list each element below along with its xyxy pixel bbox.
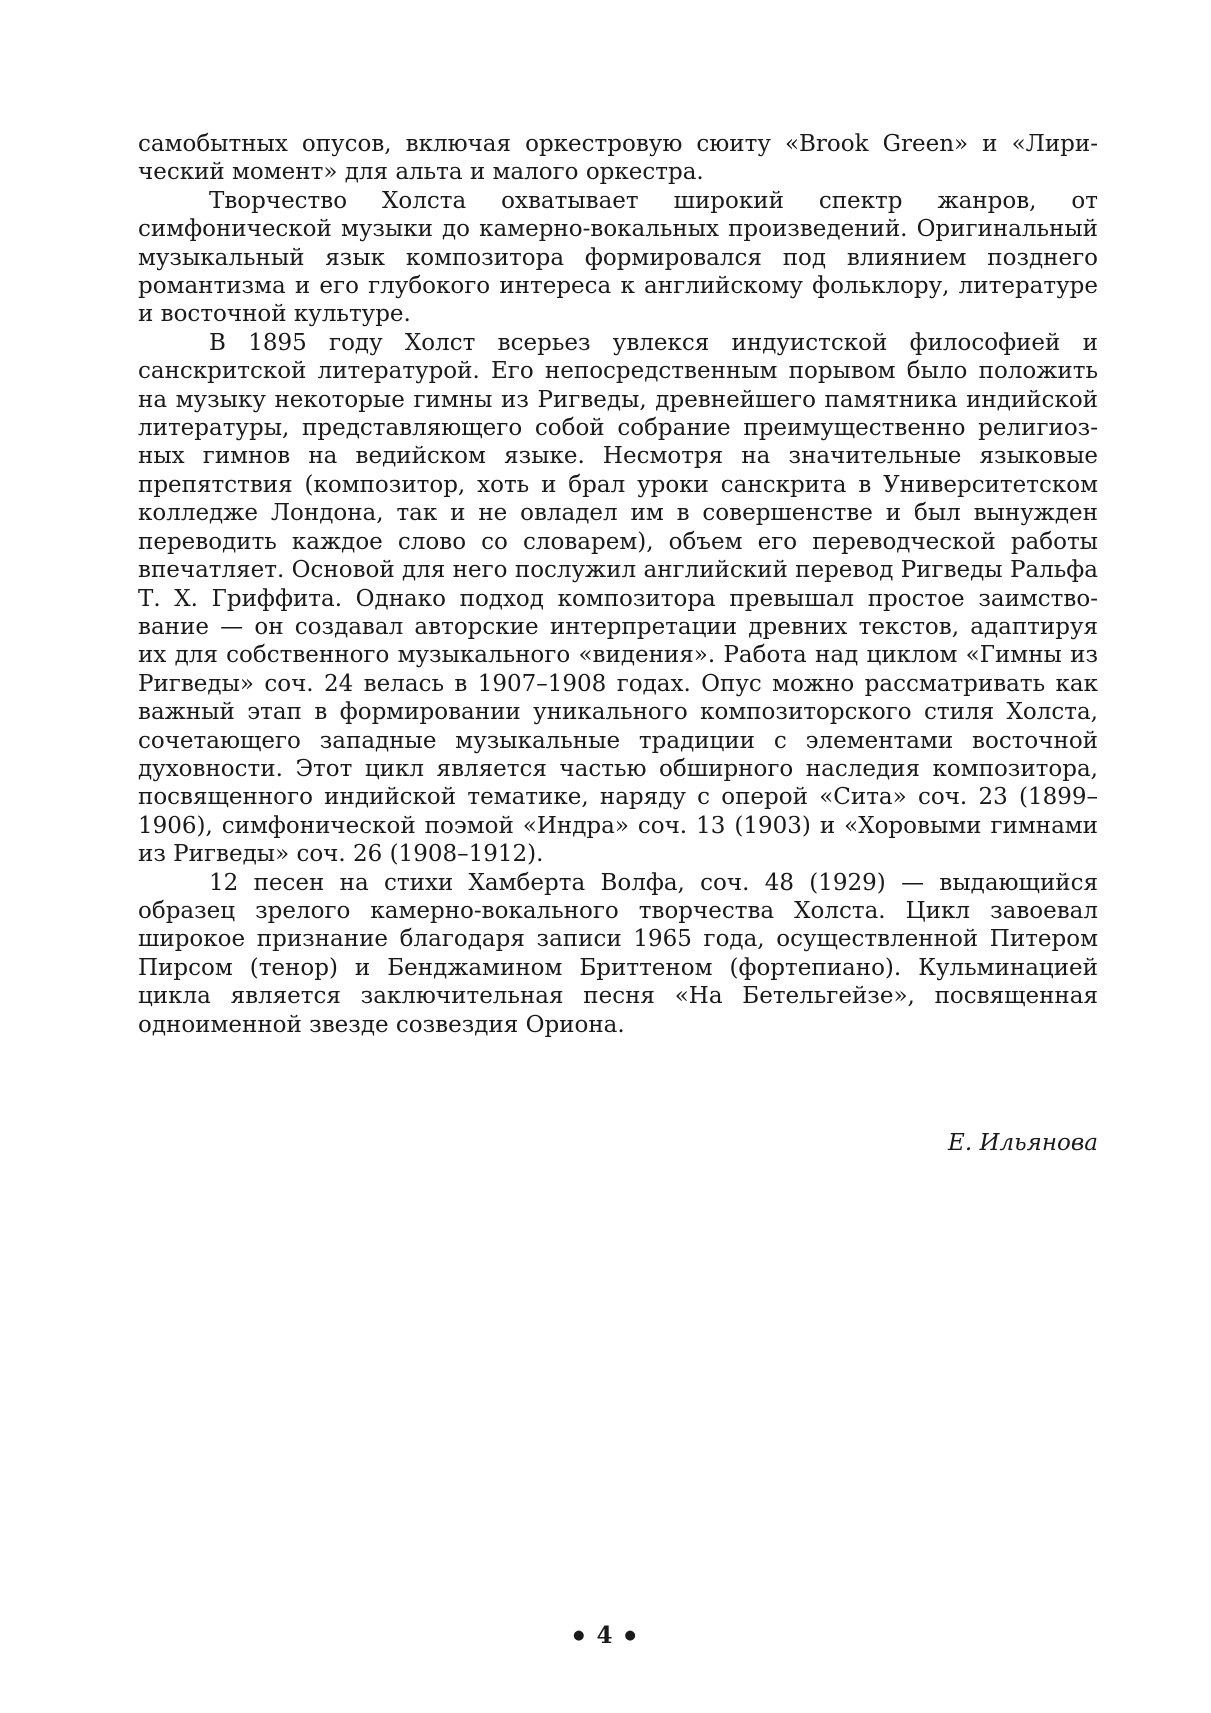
paragraph-rigveda: В 1895 году Холст всерьез увлекся индуистской философией и санскритской литературой. Его непосредственным порывом было положить на музыку некоторые гимны из Ригведы, древнейшего памятника индийской литературы, представляющего собой собрание преимущественно религиозных гимнов на ведийском языке. Несмотря на значительные языковые препятствия (композитор, хоть и брал уроки санскрита в Университетском колледже Лондона, так и не овладел им в совершенстве и был вынужден переводить каждое слово со словарем), объем его переводческой работы впечатляет. Основой для него послужил английский перевод Ригведы Ральфа Т. Х. Гриффита. Однако подход композитора превышал простое заимствование — он создавал авторские интерпретации древних текстов, адаптируя их для собственного музыкального «видения». Работа над циклом «Гимны из Ригведы» соч. 24 велась в 1907–1908 годах. Опус можно рассматривать как важный этап в формировании уникального композиторского стиля Холста, сочетающего западные музыкальные традиции с элементами восточной духовности. Этот цикл является частью обширного наследия композитора, посвященного индийской тематике, наряду с оперой «Сита» соч. 23 (1899–1906), симфонической поэмой «Индра» соч. 13 (1903) и «Хоровыми гимнами из Ригведы» соч. 26 (1908–1912). [138, 329, 1098, 868]
bullet-left-icon: ● [573, 1627, 587, 1643]
page-number-footer [0, 1622, 1211, 1649]
bullet-right-icon: ● [624, 1627, 638, 1643]
paragraph-genres: Творчество Холста охватывает широкий спектр жанров, от симфонической музыки до камерно-вокальных произведений. Оригинальный музыкальный язык композитора формировался под влиянием позднего романтизма и его глубокого интереса к английскому фольклору, литературе и восточной культуре. [138, 187, 1098, 328]
paragraph-continuation: самобытных опусов, включая оркестровую сюиту «Brook Green» и «Лирический момент» для альта и малого оркестра. [138, 131, 1098, 186]
paragraph-wolfe-songs: 12 песен на стихи Хамберта Волфа, соч. 48 (1929) — выдающийся образец зрелого камерно-вокального творчества Холста. Цикл завоевал широкое признание благодаря записи 1965 года, осуществленной Питером Пирсом (тенор) и Бенджамином Бриттеном (фортепиано). Кульминацией цикла является заключительная песня «На Бетельгейзе», посвященная одноименной звезде созвездия Ориона. [138, 869, 1098, 1038]
page-number: 4 [596, 1622, 615, 1649]
body-text [138, 130, 1098, 1039]
author-signature: Е. Ильянова [948, 1130, 1098, 1156]
